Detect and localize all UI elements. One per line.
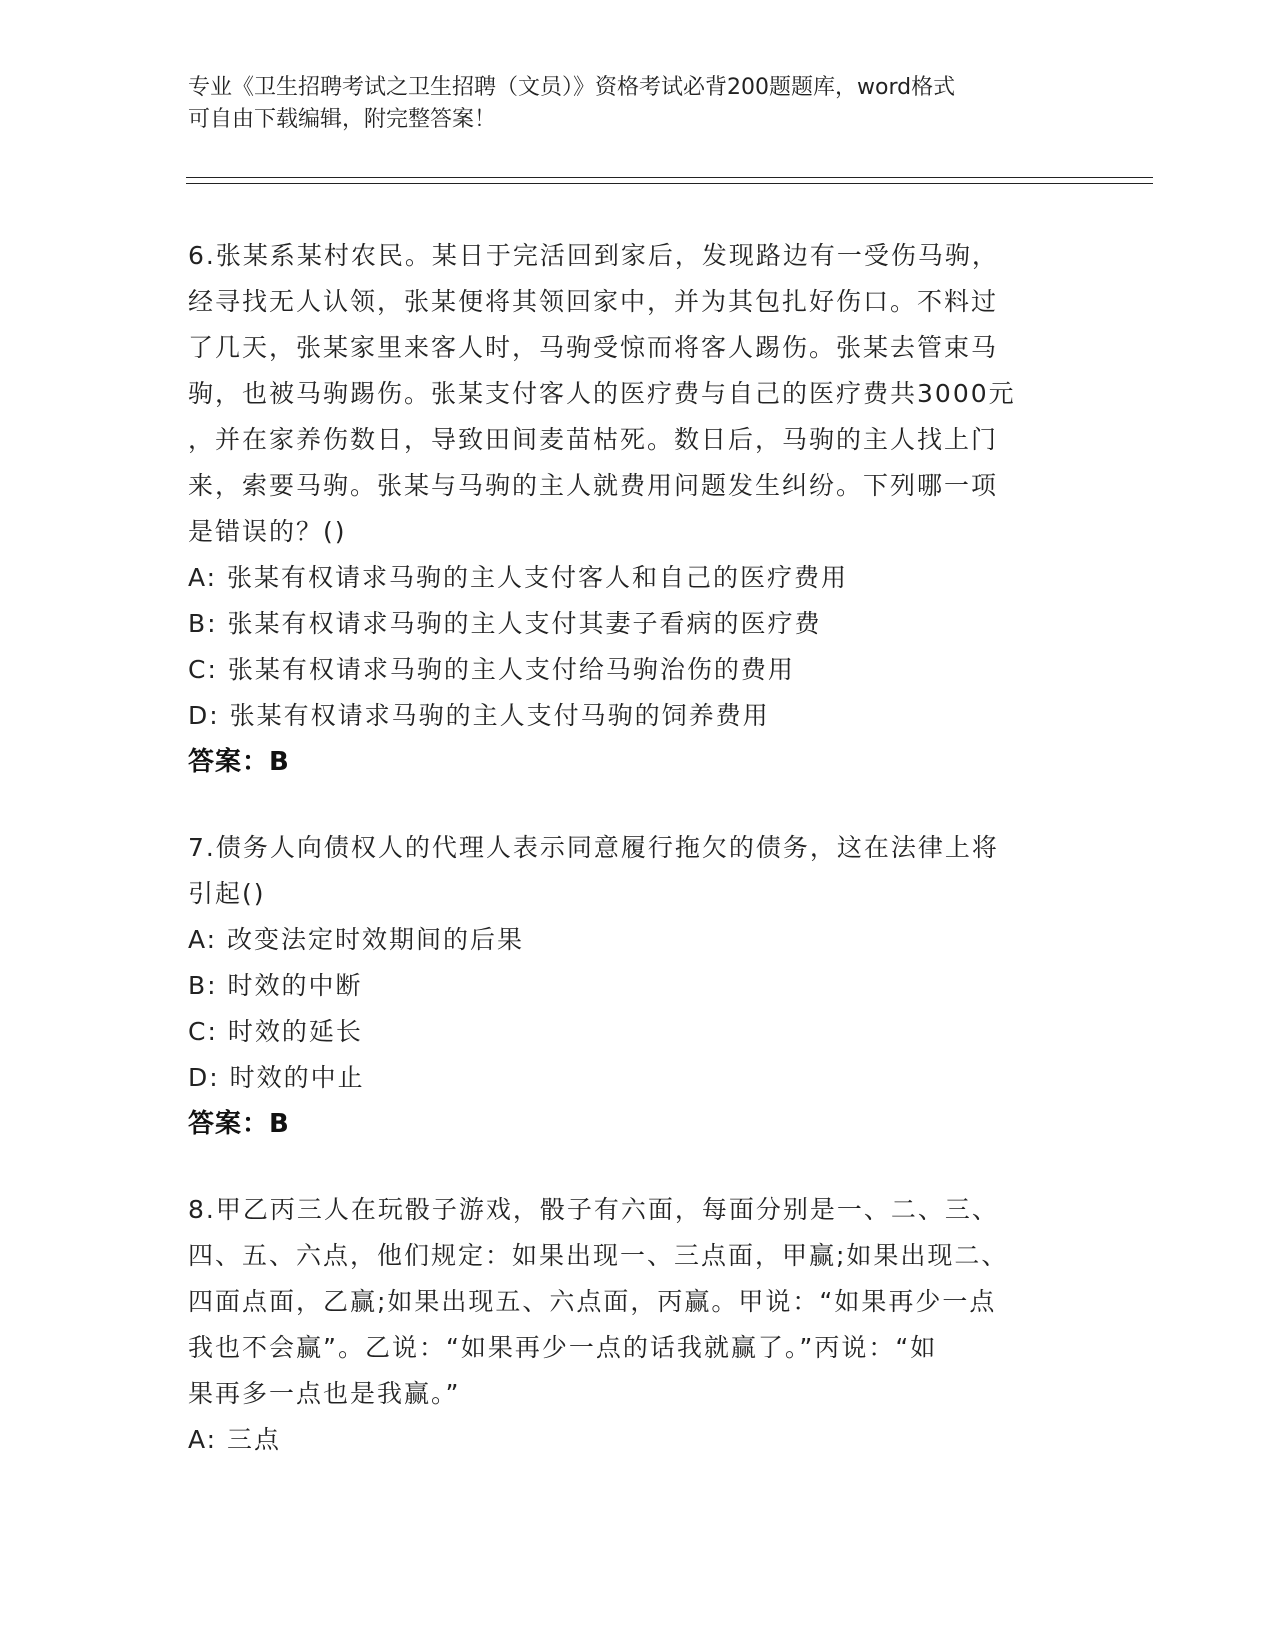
question-stem-line: 7.债务人向债权人的代理人表示同意履行拖欠的债务，这在法律上将 <box>188 833 999 862</box>
question-6 <box>188 233 1088 785</box>
question-stem-line: 四、五、六点，他们规定：如果出现一、三点面，甲赢;如果出现二、 <box>188 1241 1009 1270</box>
question-7 <box>188 825 1088 1147</box>
question-stem-line: 驹，也被马驹踢伤。张某支付客人的医疗费与自己的医疗费共3000元 <box>188 379 1016 408</box>
option-a: A: 张某有权请求马驹的主人支付客人和自己的医疗费用 <box>188 563 849 592</box>
question-stem-line: 经寻找无人认领，张某便将其领回家中，并为其包扎好伤口。不料过 <box>188 287 999 316</box>
question-stem-line: 引起() <box>188 879 266 908</box>
option-c: C: 张某有权请求马驹的主人支付给马驹治伤的费用 <box>188 655 795 684</box>
question-stem-line: 我也不会赢”。乙说：“如果再少一点的话我就赢了。”丙说：“如 <box>188 1333 938 1362</box>
question-stem-line: 是错误的？() <box>188 517 347 546</box>
question-stem-line: 四面点面，乙赢;如果出现五、六点面，丙赢。甲说：“如果再少一点 <box>188 1287 997 1316</box>
answer-label: 答案：B <box>188 747 290 777</box>
question-stem-line: 6.张某系某村农民。某日于完活回到家后，发现路边有一受伤马驹， <box>188 241 999 270</box>
option-a: A: 三点 <box>188 1425 282 1454</box>
header-divider-bottom <box>186 183 1153 184</box>
option-b: B: 张某有权请求马驹的主人支付其妻子看病的医疗费 <box>188 609 822 638</box>
header-line-2: 可自由下载编辑，附完整答案！ <box>188 107 497 132</box>
document-header <box>188 72 1088 136</box>
answer-label: 答案：B <box>188 1109 290 1139</box>
header-line-1: 专业《卫生招聘考试之卫生招聘（文员）》资格考试必背200题题库，word格式 <box>188 75 956 100</box>
option-d: D: 张某有权请求马驹的主人支付马驹的饲养费用 <box>188 701 770 730</box>
question-stem-line: 了几天，张某家里来客人时，马驹受惊而将客人踢伤。张某去管束马 <box>188 333 999 362</box>
option-d: D: 时效的中止 <box>188 1063 365 1092</box>
question-stem-line: ，并在家养伤数日，导致田间麦苗枯死。数日后，马驹的主人找上门 <box>188 425 999 454</box>
option-a: A: 改变法定时效期间的后果 <box>188 925 525 954</box>
question-stem-line: 8.甲乙丙三人在玩骰子游戏，骰子有六面，每面分别是一、二、三、 <box>188 1195 999 1224</box>
option-c: C: 时效的延长 <box>188 1017 363 1046</box>
header-divider-top <box>186 177 1153 178</box>
question-8 <box>188 1187 1088 1463</box>
option-b: B: 时效的中断 <box>188 971 363 1000</box>
question-stem-line: 来，索要马驹。张某与马驹的主人就费用问题发生纠纷。下列哪一项 <box>188 471 999 500</box>
question-stem-line: 果再多一点也是我赢。” <box>188 1379 461 1408</box>
